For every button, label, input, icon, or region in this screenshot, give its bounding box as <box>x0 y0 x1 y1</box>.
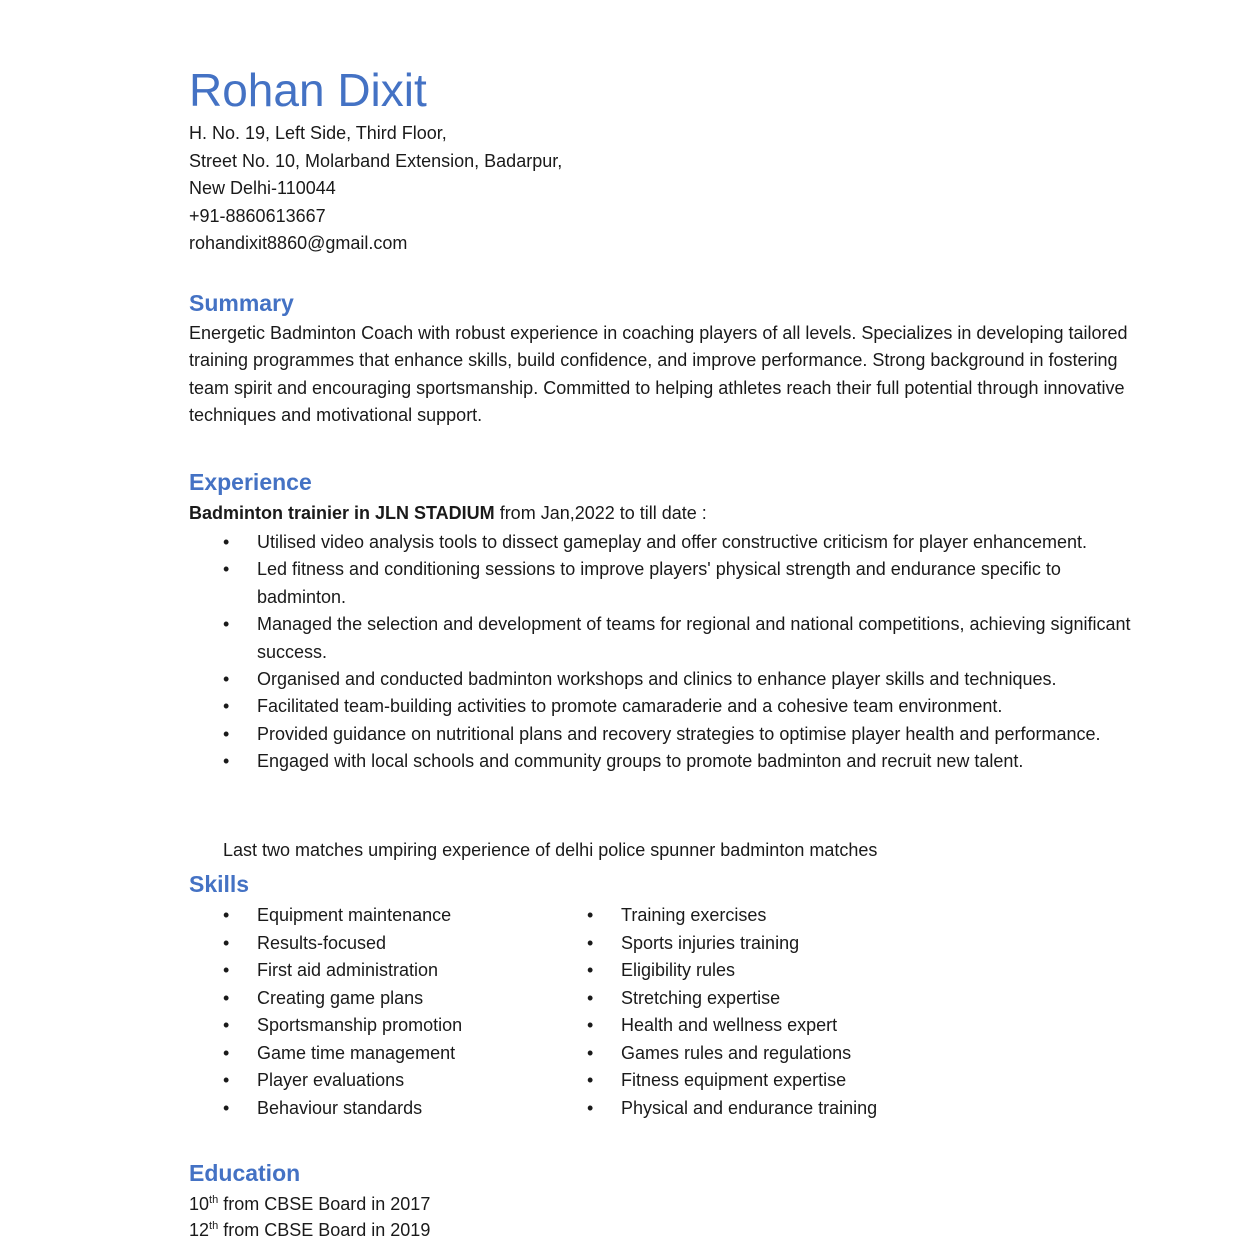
skills-heading: Skills <box>189 871 250 897</box>
experience-bullet: • Led fitness and conditioning sessions to improve players' physical strength and endurance specific to badminton. <box>189 556 1149 611</box>
skill-item: • Creating game plans <box>189 985 462 1013</box>
education-entry <box>189 1191 430 1217</box>
candidate-name: Rohan Dixit <box>189 64 427 116</box>
address-line-3: New Delhi-110044 <box>189 178 336 198</box>
experience-bullet: • Organised and conducted badminton workshops and clinics to enhance player skills and techniques. <box>189 666 1149 693</box>
email-address: rohandixit8860@gmail.com <box>189 233 408 253</box>
experience-role: Badminton trainier in JLN STADIUM <box>189 503 495 523</box>
education-grade: 10 <box>189 1194 210 1214</box>
experience-heading: Experience <box>189 469 312 495</box>
skill-item: • Training exercises <box>553 902 877 930</box>
education-grade-suffix: th <box>209 1220 219 1232</box>
skill-item: • Behaviour standards <box>189 1095 462 1123</box>
education-heading: Education <box>189 1160 301 1186</box>
skills-list-left <box>189 902 462 1122</box>
phone-number: +91-8860613667 <box>189 205 326 226</box>
skill-item: • Sportsmanship promotion <box>189 1012 462 1040</box>
experience-title <box>189 500 707 527</box>
skill-item: • Results-focused <box>189 930 462 958</box>
address-line-1: H. No. 19, Left Side, Third Floor, <box>189 123 447 143</box>
skill-item: • Health and wellness expert <box>553 1012 877 1040</box>
contact-block <box>189 120 562 258</box>
summary-heading: Summary <box>189 290 294 316</box>
experience-bullet-list <box>189 529 1149 776</box>
summary-text: Energetic Badminton Coach with robust experience in coaching players of all levels. Specializes in developing tailored training programmes that enhance skills, build confidence, and improve performance. Strong background in fostering team spirit and encouraging sportsmanship. Committed to helping athletes reach their full potential through innovative techniques and motivational support. <box>189 323 1128 426</box>
experience-bullet: • Facilitated team-building activities to promote camaraderie and a cohesive team environment. <box>189 693 1149 720</box>
skill-item: • Stretching expertise <box>553 985 877 1013</box>
skill-item: • Player evaluations <box>189 1067 462 1095</box>
skill-item: • First aid administration <box>189 957 462 985</box>
experience-bullet: • Engaged with local schools and community groups to promote badminton and recruit new talent. <box>189 748 1149 775</box>
experience-period: from Jan,2022 to till date : <box>494 503 707 523</box>
skills-list-right <box>553 902 877 1122</box>
skill-item: • Eligibility rules <box>553 957 877 985</box>
skill-item: • Equipment maintenance <box>189 902 462 930</box>
experience-bullet: • Utilised video analysis tools to dissect gameplay and offer constructive criticism for player enhancement. <box>189 529 1149 556</box>
education-grade-suffix: th <box>209 1194 219 1206</box>
experience-bullet: • Provided guidance on nutritional plans and recovery strategies to optimise player health and performance. <box>189 721 1149 748</box>
umpiring-note: Last two matches umpiring experience of delhi police spunner badminton matches <box>223 840 878 860</box>
skill-item: • Games rules and regulations <box>553 1040 877 1068</box>
education-detail: from CBSE Board in 2017 <box>218 1194 431 1214</box>
address-line-2: Street No. 10, Molarband Extension, Badarpur, <box>189 150 563 171</box>
skill-item: • Game time management <box>189 1040 462 1068</box>
education-entry <box>189 1217 430 1243</box>
skill-item: • Physical and endurance training <box>553 1095 877 1123</box>
education-detail: from CBSE Board in 2019 <box>218 1220 431 1240</box>
education-list <box>189 1191 430 1243</box>
experience-bullet: • Managed the selection and development of teams for regional and national competitions, achieving significant success. <box>189 611 1149 666</box>
skill-item: • Fitness equipment expertise <box>553 1067 877 1095</box>
education-grade: 12 <box>189 1220 210 1240</box>
skill-item: • Sports injuries training <box>553 930 877 958</box>
